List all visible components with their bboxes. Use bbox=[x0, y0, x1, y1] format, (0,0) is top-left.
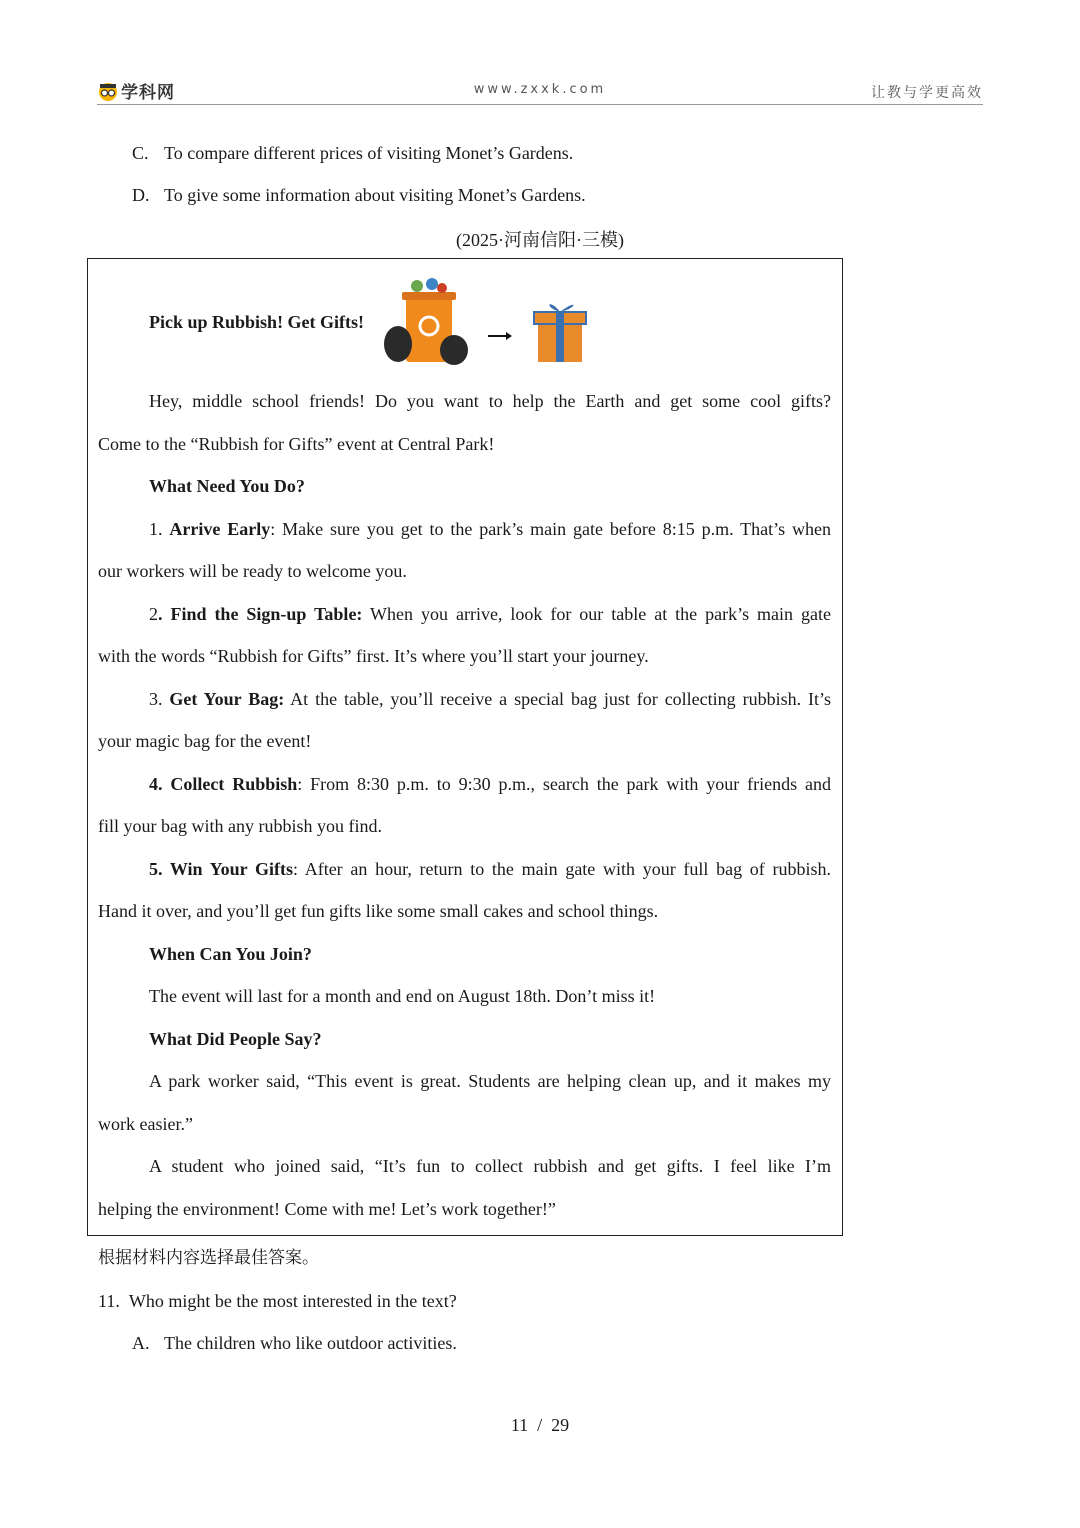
intro-line-1: Hey, middle school friends! Do you want to help the Earth and get some cool gifts? bbox=[149, 391, 831, 411]
heading-text: What Did People Say? bbox=[149, 1029, 322, 1049]
step-3-line-2: your magic bag for the event! bbox=[98, 731, 312, 751]
step-number: 1. bbox=[149, 519, 170, 539]
step-2-line-1 bbox=[149, 603, 831, 625]
page-header bbox=[97, 74, 983, 105]
page-number: 11 / 29 bbox=[510, 1415, 570, 1435]
intro-line-2: Come to the “Rubbish for Gifts” event at Central Park! bbox=[98, 434, 495, 454]
option-text: To give some information about visiting Monet’s Gardens. bbox=[164, 185, 586, 205]
step-text: When you arrive, look for our table at the park’s main gate bbox=[362, 604, 831, 624]
site-url: www.zxxk.com bbox=[473, 82, 607, 97]
option-d bbox=[132, 184, 586, 206]
step-number: 2 bbox=[149, 604, 158, 624]
rubbish-to-gift-illustration bbox=[382, 276, 594, 374]
option-c bbox=[132, 142, 573, 164]
heading-people-say bbox=[149, 1028, 831, 1050]
option-text: To compare different prices of visiting Monet’s Gardens. bbox=[164, 143, 574, 163]
step-label: . Find the Sign-up Table: bbox=[158, 604, 363, 624]
step-1-line-2: our workers will be ready to welcome you. bbox=[98, 561, 407, 581]
step-4-line-2: fill your bag with any rubbish you find. bbox=[98, 816, 382, 836]
arrow-right-icon bbox=[488, 332, 512, 340]
step-label: Arrive Early bbox=[169, 519, 271, 539]
option-a bbox=[132, 1332, 457, 1354]
option-letter: D. bbox=[132, 185, 150, 205]
quote-2-line-1: A student who joined said, “It’s fun to collect rubbish and get gifts. I feel like I’m bbox=[149, 1156, 831, 1176]
gift-box-icon bbox=[534, 304, 586, 362]
slogan: 让教与学更高效 bbox=[871, 85, 983, 101]
step-text: : From 8:30 p.m. to 9:30 p.m., search the park with your friends and bbox=[297, 774, 831, 794]
question-11 bbox=[98, 1290, 457, 1312]
heading-text: What Need You Do? bbox=[149, 476, 305, 496]
source-label: (2025·河南信阳·三模) bbox=[456, 230, 624, 250]
step-text: : Make sure you get to the park’s main gate before 8:15 p.m. That’s when bbox=[270, 519, 831, 539]
option-text: The children who like outdoor activities. bbox=[164, 1333, 457, 1353]
quote-1-line-1: A park worker said, “This event is great. Students are helping clean up, and it makes my bbox=[149, 1071, 831, 1091]
step-text: At the table, you’ll receive a special bag just for collecting rubbish. It’s bbox=[284, 689, 831, 709]
step-label: 5. Win Your Gifts bbox=[149, 859, 293, 879]
logo-text: 学科网 bbox=[121, 83, 175, 103]
step-label: Get Your Bag: bbox=[169, 689, 285, 709]
step-label: 4. Collect Rubbish bbox=[149, 774, 298, 794]
step-4-line-1 bbox=[149, 773, 831, 795]
heading-when-join bbox=[149, 943, 831, 965]
step-text: : After an hour, return to the main gate with your full bag of rubbish. bbox=[292, 859, 831, 879]
question-text: Who might be the most interested in the text? bbox=[128, 1291, 457, 1311]
option-letter: A. bbox=[132, 1333, 150, 1353]
join-text: The event will last for a month and end on August 18th. Don’t miss it! bbox=[149, 986, 656, 1006]
step-5-line-2: Hand it over, and you’ll get fun gifts like some small cakes and school things. bbox=[98, 901, 659, 921]
question-number: 11. bbox=[98, 1291, 120, 1311]
instruction: 根据材料内容选择最佳答案。 bbox=[98, 1248, 319, 1268]
heading-what-need bbox=[149, 475, 831, 497]
passage-title: Pick up Rubbish! Get Gifts! bbox=[149, 312, 365, 332]
step-5-line-1 bbox=[149, 858, 831, 880]
heading-text: When Can You Join? bbox=[149, 944, 312, 964]
step-1-line-1 bbox=[149, 518, 831, 540]
quote-1-line-2: work easier.” bbox=[98, 1114, 193, 1134]
step-number: 3. bbox=[149, 689, 170, 709]
step-3-line-1 bbox=[149, 688, 831, 710]
option-letter: C. bbox=[132, 143, 149, 163]
quote-2-line-2: helping the environment! Come with me! Let’s work together!” bbox=[98, 1199, 556, 1219]
step-2-line-2: with the words “Rubbish for Gifts” first. It’s where you’ll start your journey. bbox=[98, 646, 649, 666]
